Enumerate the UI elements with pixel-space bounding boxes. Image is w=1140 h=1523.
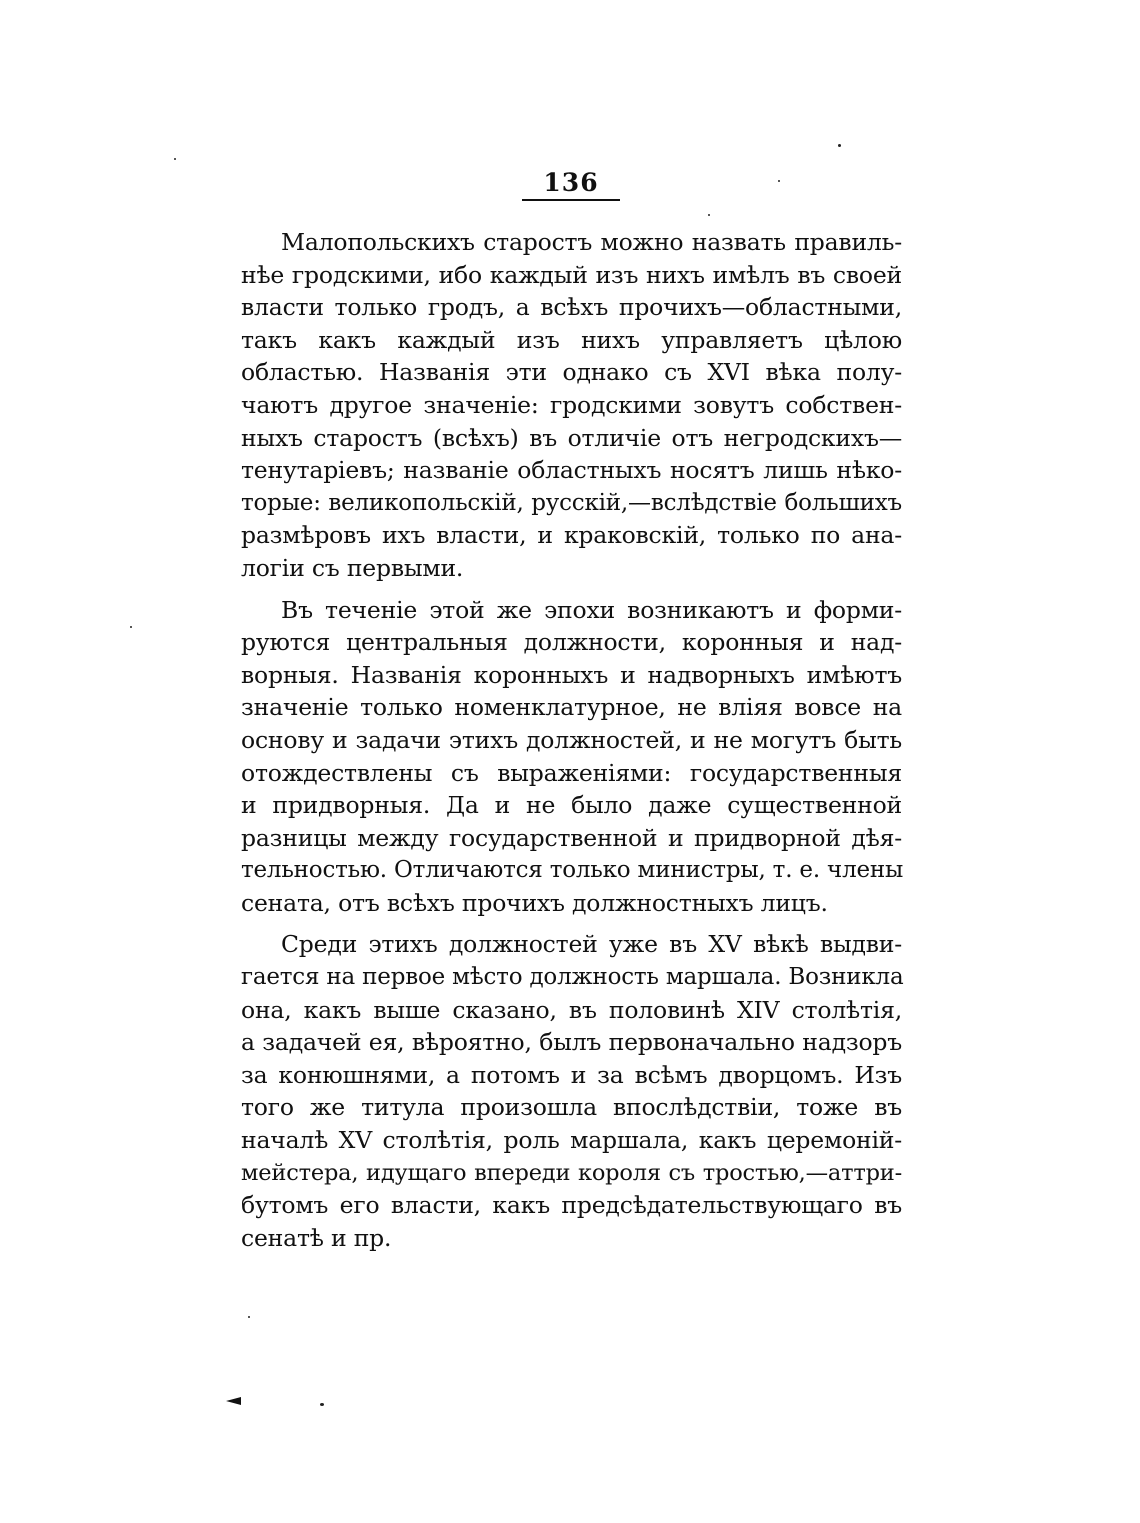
text-line: руются центральныя должности, коронныя и над-: [241, 628, 902, 657]
paragraph-2: [241, 594, 902, 920]
paragraph-gap: [241, 585, 902, 594]
text-line: разницы между государственной и придворной дѣя-: [241, 823, 902, 852]
text-line: бутомъ его власти, какъ предсѣдательствующаго въ: [241, 1191, 902, 1220]
scan-speck: [130, 626, 132, 628]
text-line: мейстера, идущаго впереди короля съ тростью,—аттри-: [241, 1159, 902, 1186]
page-text: [241, 226, 902, 1254]
page-number: 136: [543, 168, 599, 197]
text-line: того же титула произошла впослѣдствіи, тоже въ: [241, 1093, 902, 1122]
text-line: Среди этихъ должностей уже въ XV вѣкѣ выдви-: [281, 930, 902, 959]
text-line: а задачей ея, вѣроятно, былъ первоначально надзоръ: [241, 1028, 902, 1057]
text-line: областью. Названія эти однако съ XVI вѣка полу-: [241, 358, 902, 387]
text-line: она, какъ выше сказано, въ половинѣ XIV столѣтія,: [241, 995, 902, 1024]
scan-speck: [778, 180, 780, 182]
text-line: власти только гродъ, а всѣхъ прочихъ—областными,: [241, 293, 902, 322]
scan-speck: [248, 1316, 250, 1318]
text-line: значеніе только номенклатурное, не вліяя вовсе на: [241, 693, 902, 722]
text-line: размѣровъ ихъ власти, и краковскій, только по ана-: [241, 521, 902, 550]
text-line: отождествлены съ выраженіями: государственныя: [241, 758, 902, 787]
scan-speck: [838, 144, 841, 147]
scan-speck: [320, 1403, 324, 1406]
text-line: логіи съ первыми.: [241, 553, 464, 582]
text-line: такъ какъ каждый изъ нихъ управляетъ цѣлою: [241, 325, 902, 354]
text-line: ворныя. Названія коронныхъ и надворныхъ имѣютъ: [241, 660, 902, 689]
text-line: Въ теченіе этой же эпохи возникаютъ и форми-: [281, 595, 902, 624]
text-line: основу и задачи этихъ должностей, и не могутъ быть: [241, 725, 902, 754]
paragraph-gap: [241, 919, 902, 928]
printer-mark: [226, 1397, 241, 1405]
text-line: гается на первое мѣсто должность маршала. Возникла: [241, 964, 904, 991]
text-line: и придворныя. Да и не было даже существенной: [241, 791, 902, 820]
scan-speck: [174, 158, 176, 160]
text-line: ныхъ старостъ (всѣхъ) въ отличіе отъ негродскихъ—: [241, 423, 902, 452]
text-line: за конюшнями, а потомъ и за всѣмъ дворцомъ. Изъ: [241, 1060, 902, 1089]
paragraph-1: [241, 226, 902, 585]
text-line: чаютъ другое значеніе: гродскими зовутъ собствен-: [241, 390, 902, 419]
text-line: торые: великопольскій, русскій,—вслѣдствіе большихъ: [241, 489, 902, 516]
text-line: сенатѣ и пр.: [241, 1223, 392, 1252]
text-line: Малопольскихъ старостъ можно назвать правиль-: [281, 228, 902, 256]
scan-speck: [708, 214, 710, 216]
paragraph-3: [241, 928, 902, 1254]
text-line: тенутаріевъ; названіе областныхъ носятъ лишь нѣко-: [241, 456, 902, 485]
text-line: сената, отъ всѣхъ прочихъ должностныхъ лицъ.: [241, 888, 828, 917]
text-line: тельностью. Отличаются только министры, т. е. члены: [241, 857, 904, 884]
text-line: началѣ XV столѣтія, роль маршала, какъ церемоній-: [241, 1126, 902, 1155]
text-line: нѣе гродскими, ибо каждый изъ нихъ имѣлъ въ своей: [241, 260, 902, 289]
page-number-rule: [522, 199, 620, 201]
